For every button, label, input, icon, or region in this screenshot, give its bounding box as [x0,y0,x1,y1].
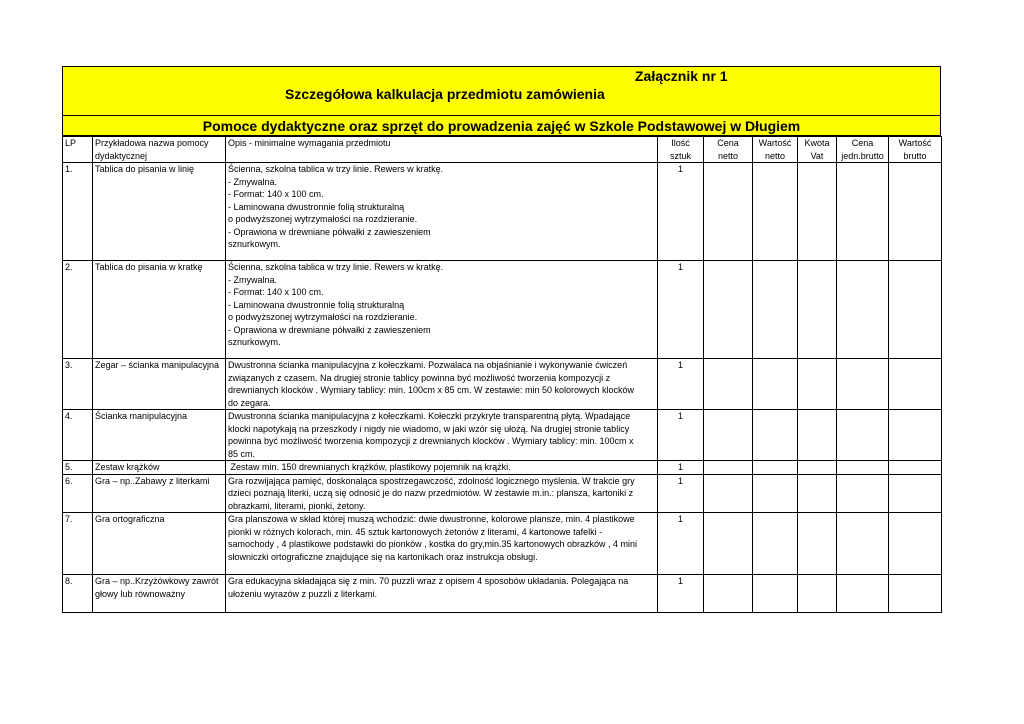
table-row [63,261,942,359]
row-name: Zegar – ścianka manipulacyjna [93,359,226,410]
row-value-net [753,163,798,261]
row-qty: 1 [658,474,704,513]
row-price-net [704,410,753,461]
row-price-net [704,461,753,475]
table-header-row [63,137,942,163]
document-header [62,66,941,116]
row-vat [798,474,837,513]
table-row [63,163,942,261]
row-value-gross [889,261,942,359]
row-value-gross [889,163,942,261]
row-desc: Ścienna, szkolna tablica w trzy linie. Rewers w kratkę. - Zmywalna. - Format: 140 x 100 cm. - Laminowana dwustronnie folią strukturalną o podwyższonej wytrzymałości na rozdzieranie. - Oprawiona w drewniane półwałki z zawieszeniem sznurkowym. [226,163,658,261]
section-header [62,116,941,136]
row-name: Gra ortograficzna [93,513,226,575]
row-value-net [753,261,798,359]
row-name: Zestaw krążków [93,461,226,475]
row-qty: 1 [658,575,704,613]
attachment-label: Załącznik nr 1 [635,68,728,84]
row-price-gross [837,359,889,410]
row-value-net [753,575,798,613]
row-price-net [704,575,753,613]
row-desc: Gra rozwijająca pamięć, doskonaląca spostrzegawczość, zdolność logicznego myślenia. W trakcie gry dzieci poznają literki, uczą się odnosić je do nazw przedmiotów. W zestawie m.in.: plansza, kartoniki z obrazkami, literami, pionki, żetony. [226,474,658,513]
row-desc: Ścienna, szkolna tablica w trzy linie. Rewers w kratkę. - Zmywalna. - Format: 140 x 100 cm. - Laminowana dwustronnie folią strukturalną o podwyższonej wytrzymałości na rozdzieranie. - Oprawiona w drewniane półwałki z zawieszeniem sznurkowym. [226,261,658,359]
row-vat [798,513,837,575]
table-row [63,575,942,613]
row-value-net [753,461,798,475]
row-price-gross [837,575,889,613]
section-title: Pomoce dydaktyczne oraz sprzęt do prowadzenia zajęć w Szkole Podstawowej w Długiem [202,118,801,134]
row-lp: 5. [63,461,93,475]
row-lp: 7. [63,513,93,575]
row-lp: 8. [63,575,93,613]
row-lp: 1. [63,163,93,261]
row-price-net [704,359,753,410]
row-desc: Dwustronna ścianka manipulacyjna z kołeczkami. Kołeczki przykryte transparentną płytą. Wpadające klocki napotykają na przeszkody i nigdy nie wiadomo, w jaki wzór się ułożą. Na drugiej stronie tablicy powinna być możliwość tworzenia kompozycji z drewnianych klocków . Wymiary tablicy: min. 100cm x 85 cm. [226,410,658,461]
row-price-net [704,474,753,513]
row-desc: Zestaw min. 150 drewnianych krążków, plastikowy pojemnik na krążki. [226,461,658,475]
col-value-net: Wartość netto [753,137,798,163]
row-value-gross [889,575,942,613]
row-vat [798,410,837,461]
row-price-gross [837,474,889,513]
table-row [63,359,942,410]
row-name: Gra – np..Zabawy z literkami [93,474,226,513]
row-price-gross [837,163,889,261]
table-row [63,461,942,475]
table-row [63,513,942,575]
row-vat [798,575,837,613]
row-value-gross [889,410,942,461]
row-qty: 1 [658,163,704,261]
row-name: Tablica do pisania w linię [93,163,226,261]
row-qty: 1 [658,461,704,475]
row-name: Tablica do pisania w kratkę [93,261,226,359]
row-qty: 1 [658,359,704,410]
row-value-net [753,359,798,410]
row-vat [798,359,837,410]
row-price-net [704,513,753,575]
row-lp: 3. [63,359,93,410]
row-vat [798,461,837,475]
table-row [63,410,942,461]
row-value-net [753,410,798,461]
col-qty: Ilość sztuk [658,137,704,163]
row-qty: 1 [658,410,704,461]
row-value-net [753,513,798,575]
row-desc: Gra planszowa w skład której muszą wchodzić: dwie dwustronne, kolorowe plansze, min. 4 plastikowe pionki w różnych kolorach, min. 45 sztuk kartonowych żetonów z literami, 4 kartonowe tafelki - samochody , 4 plastikowe podstawki do pionków , kostka do gry,min.35 kartonowych obrazków , 4 mini słowniczki ortograficzne znajdujące się na kartonikach oraz instrukcja obsługi. [226,513,658,575]
calculation-table [62,136,942,613]
row-lp: 2. [63,261,93,359]
col-name: Przykładowa nazwa pomocy dydaktycznej [93,137,226,163]
row-price-gross [837,261,889,359]
col-desc: Opis - minimalne wymagania przedmiotu [226,137,658,163]
row-value-gross [889,359,942,410]
row-vat [798,163,837,261]
table-row [63,474,942,513]
row-lp: 6. [63,474,93,513]
row-lp: 4. [63,410,93,461]
row-value-gross [889,513,942,575]
col-price-gross: Cena jedn.brutto [837,137,889,163]
row-qty: 1 [658,261,704,359]
row-value-net [753,474,798,513]
row-price-gross [837,461,889,475]
col-lp: LP [63,137,93,163]
row-name: Ścianka manipulacyjna [93,410,226,461]
col-vat: Kwota Vat [798,137,837,163]
row-price-net [704,163,753,261]
row-vat [798,261,837,359]
row-value-gross [889,461,942,475]
row-name: Gra – np..Krzyżówkowy zawrót głowy lub równoważny [93,575,226,613]
row-price-net [704,261,753,359]
row-value-gross [889,474,942,513]
row-price-gross [837,513,889,575]
document-title: Szczegółowa kalkulacja przedmiotu zamówienia [285,86,605,102]
row-qty: 1 [658,513,704,575]
row-desc: Gra edukacyjna składająca się z min. 70 puzzli wraz z opisem 4 sposobów układania. Polegająca na ułożeniu wyrazów z puzzli z literkami. [226,575,658,613]
row-desc: Dwustronna ścianka manipulacyjna z kołeczkami. Pozwalaca na objaśnianie i wykonywanie ćwiczeń związanych z czasem. Na drugiej stronie tablicy powinna być możliwość tworzenia kompozycji z drewnianych klocków . Wymiary tablicy: min. 100cm x 85 cm. W zestawie: min 50 kolorowych klocków do zegara. [226,359,658,410]
col-value-gross: Wartość brutto [889,137,942,163]
col-price-net: Cena netto [704,137,753,163]
row-price-gross [837,410,889,461]
